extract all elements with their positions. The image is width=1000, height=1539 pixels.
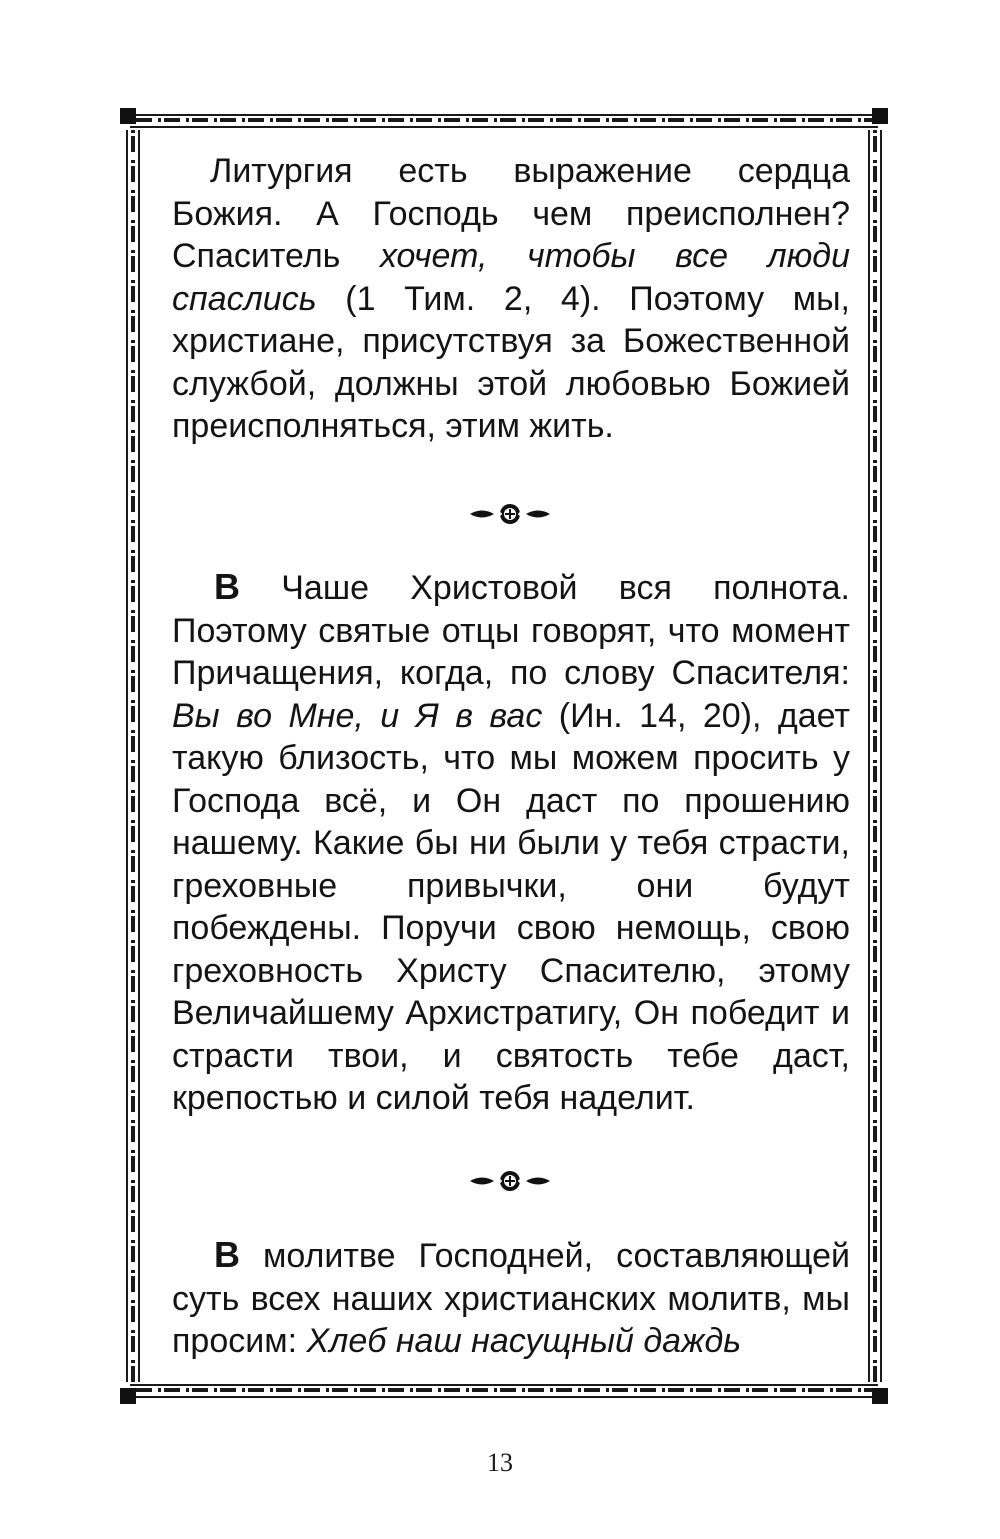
ornament-divider-icon bbox=[468, 1170, 552, 1192]
text-run: молитве Господней, составляющей суть всех наших христианских молитв, мы просим: bbox=[172, 1237, 850, 1360]
text-run: Литургия есть выражение сердца Божия. А Господь чем преисполнен? Спаситель bbox=[172, 152, 850, 275]
paragraph-3 bbox=[172, 1234, 850, 1363]
border-right bbox=[868, 130, 882, 1382]
ornament-divider-icon bbox=[468, 503, 552, 525]
drop-initial: В bbox=[214, 1234, 240, 1275]
text-run: (1 Тим. 2, 4). Поэтому мы, христиане, присутствуя за Божественной службой, должны этой любовью Божией преисполняться, этим жить. bbox=[172, 279, 850, 445]
corner-square bbox=[872, 1388, 888, 1404]
scripture-quote: хочет, чтобы все люди спаслись bbox=[172, 237, 851, 318]
corner-square bbox=[120, 1388, 136, 1404]
corner-square bbox=[872, 108, 888, 124]
border-left bbox=[126, 130, 140, 1382]
corner-square bbox=[120, 108, 136, 124]
text-run: Чаше Христовой вся полнота. Поэтому святые отцы говорят, что момент Причащения, когда, по слову Спасителя: bbox=[172, 569, 850, 692]
scripture-quote: Хлеб наш насущный даждь bbox=[306, 1322, 742, 1360]
border-top bbox=[130, 114, 878, 128]
scripture-quote: Вы во Мне, и Я в вас bbox=[172, 696, 543, 735]
paragraph-2 bbox=[172, 566, 850, 1120]
paragraph-1 bbox=[172, 150, 850, 448]
drop-initial: В bbox=[214, 566, 240, 607]
page-number: 13 bbox=[487, 1448, 513, 1477]
border-bottom bbox=[130, 1384, 878, 1398]
text-run: (Ин. 14, 20), дает такую близость, что мы можем просить у Господа всё, и Он даст по прошению нашему. Какие бы ни были у тебя страсти, греховные привычки, они будут побеждены. Поручи свою немощь, свою греховность Христу Спасителю, этому Величайшему Архистратигу, Он победит и страсти твои, и святость тебе даст, крепостью и силой тебя наделит. bbox=[172, 696, 850, 1117]
